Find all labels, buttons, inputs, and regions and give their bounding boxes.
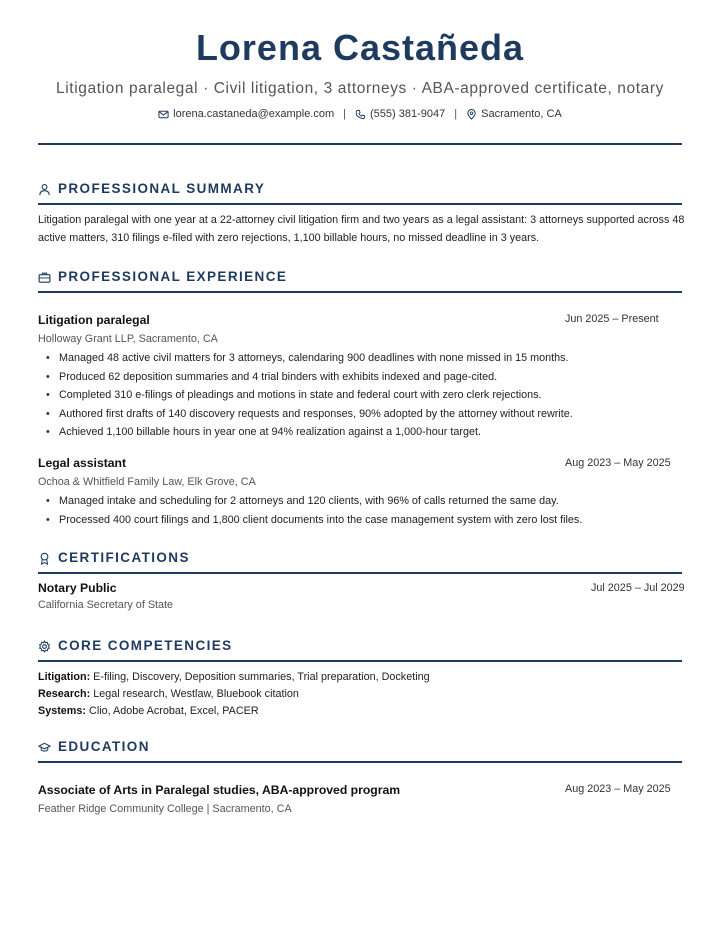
section-title: EDUCATION	[58, 739, 150, 754]
section-title: PROFESSIONAL EXPERIENCE	[58, 269, 288, 284]
briefcase-icon	[38, 271, 51, 284]
competency-row	[38, 669, 430, 686]
section-header-education	[38, 738, 682, 763]
competency-value: Clio, Adobe Acrobat, Excel, PACER	[89, 705, 259, 717]
list-item: • Achieved 1,100 billable hours in year one at 94% realization against a 1,000-hour target.	[44, 423, 684, 442]
education-degree: Associate of Arts in Paralegal studies, ABA-approved program	[38, 783, 401, 797]
job-title: Legal assistant	[38, 456, 127, 470]
competency-value: E-filing, Discovery, Deposition summaries, Trial preparation, Docketing	[93, 671, 430, 683]
contact-email[interactable]	[158, 106, 334, 122]
list-item: • Processed 400 court filings and 1,800 client documents into the case management system with zero lost files.	[44, 511, 684, 530]
header-divider	[38, 143, 682, 145]
list-item: • Completed 310 e-filings of pleadings and motions in state and federal court with zero clerk rejections.	[44, 386, 684, 405]
competency-row	[38, 686, 299, 703]
competency-label: Systems:	[38, 705, 87, 717]
section-header-competencies	[38, 637, 682, 662]
job-bullets	[44, 492, 684, 529]
competency-label: Litigation:	[38, 671, 91, 683]
competency-value: Legal research, Westlaw, Bluebook citation	[93, 688, 299, 700]
summary-text: Litigation paralegal with one year at a 22-attorney civil litigation firm and two years as a legal assistant: 3 attorneys supported across 48 active matters, 310 filings e-filed with zero rejections, 1,100 billable hours, no missed deadline in 3 years.	[38, 214, 685, 244]
contact-separator: |	[454, 108, 458, 120]
award-icon	[38, 552, 51, 565]
job-dates: Jun 2025 – Present	[565, 313, 659, 325]
section-title: CORE COMPETENCIES	[58, 638, 233, 653]
certification-issuer: California Secretary of State	[38, 599, 174, 611]
education-dates: Aug 2023 – May 2025	[565, 783, 671, 795]
person-icon	[38, 183, 51, 196]
contact-location	[466, 106, 562, 122]
job-organization: Holloway Grant LLP, Sacramento, CA	[38, 333, 218, 345]
job-dates: Aug 2023 – May 2025	[565, 457, 671, 469]
contact-location-text: Sacramento, CA	[481, 108, 562, 121]
headline: Litigation paralegal · Civil litigation, 3 attorneys · ABA-approved certificate, notary	[56, 80, 664, 97]
certification-name: Notary Public	[38, 581, 117, 595]
section-header-certifications	[38, 549, 682, 574]
competency-row	[38, 703, 259, 720]
contact-separator: |	[343, 108, 347, 120]
competency-label: Research:	[38, 688, 91, 700]
contact-phone-text: (555) 381-9047	[370, 108, 446, 121]
job-organization: Ochoa & Whitfield Family Law, Elk Grove, CA	[38, 476, 256, 488]
certification-dates: Jul 2025 – Jul 2029	[591, 582, 685, 594]
location-pin-icon	[466, 109, 477, 120]
list-item: • Authored first drafts of 140 discovery requests and responses, 90% adopted by the attorney without rewrite.	[44, 405, 684, 424]
section-header-summary	[38, 180, 682, 205]
education-school: Feather Ridge Community College | Sacramento, CA	[38, 803, 292, 815]
section-title: PROFESSIONAL SUMMARY	[58, 181, 266, 196]
gear-icon	[38, 640, 51, 653]
list-item: • Managed intake and scheduling for 2 attorneys and 120 clients, with 96% of calls returned the same day.	[44, 492, 684, 511]
graduation-cap-icon	[38, 741, 51, 754]
list-item: • Managed 48 active civil matters for 3 attorneys, calendaring 900 deadlines with none missed in 15 months.	[44, 349, 684, 368]
list-item: • Produced 62 deposition summaries and 4 trial binders with exhibits indexed and page-cited.	[44, 368, 684, 387]
section-header-experience	[38, 268, 682, 293]
job-bullets	[44, 349, 684, 442]
job-title: Litigation paralegal	[38, 313, 150, 327]
contact-phone[interactable]	[355, 106, 445, 122]
section-title: CERTIFICATIONS	[58, 550, 190, 565]
contact-line	[0, 106, 720, 122]
mail-icon	[158, 109, 169, 120]
contact-email-text: lorena.castaneda@example.com	[173, 108, 335, 121]
candidate-name: Lorena Castañeda	[195, 27, 525, 68]
phone-icon	[355, 109, 366, 120]
